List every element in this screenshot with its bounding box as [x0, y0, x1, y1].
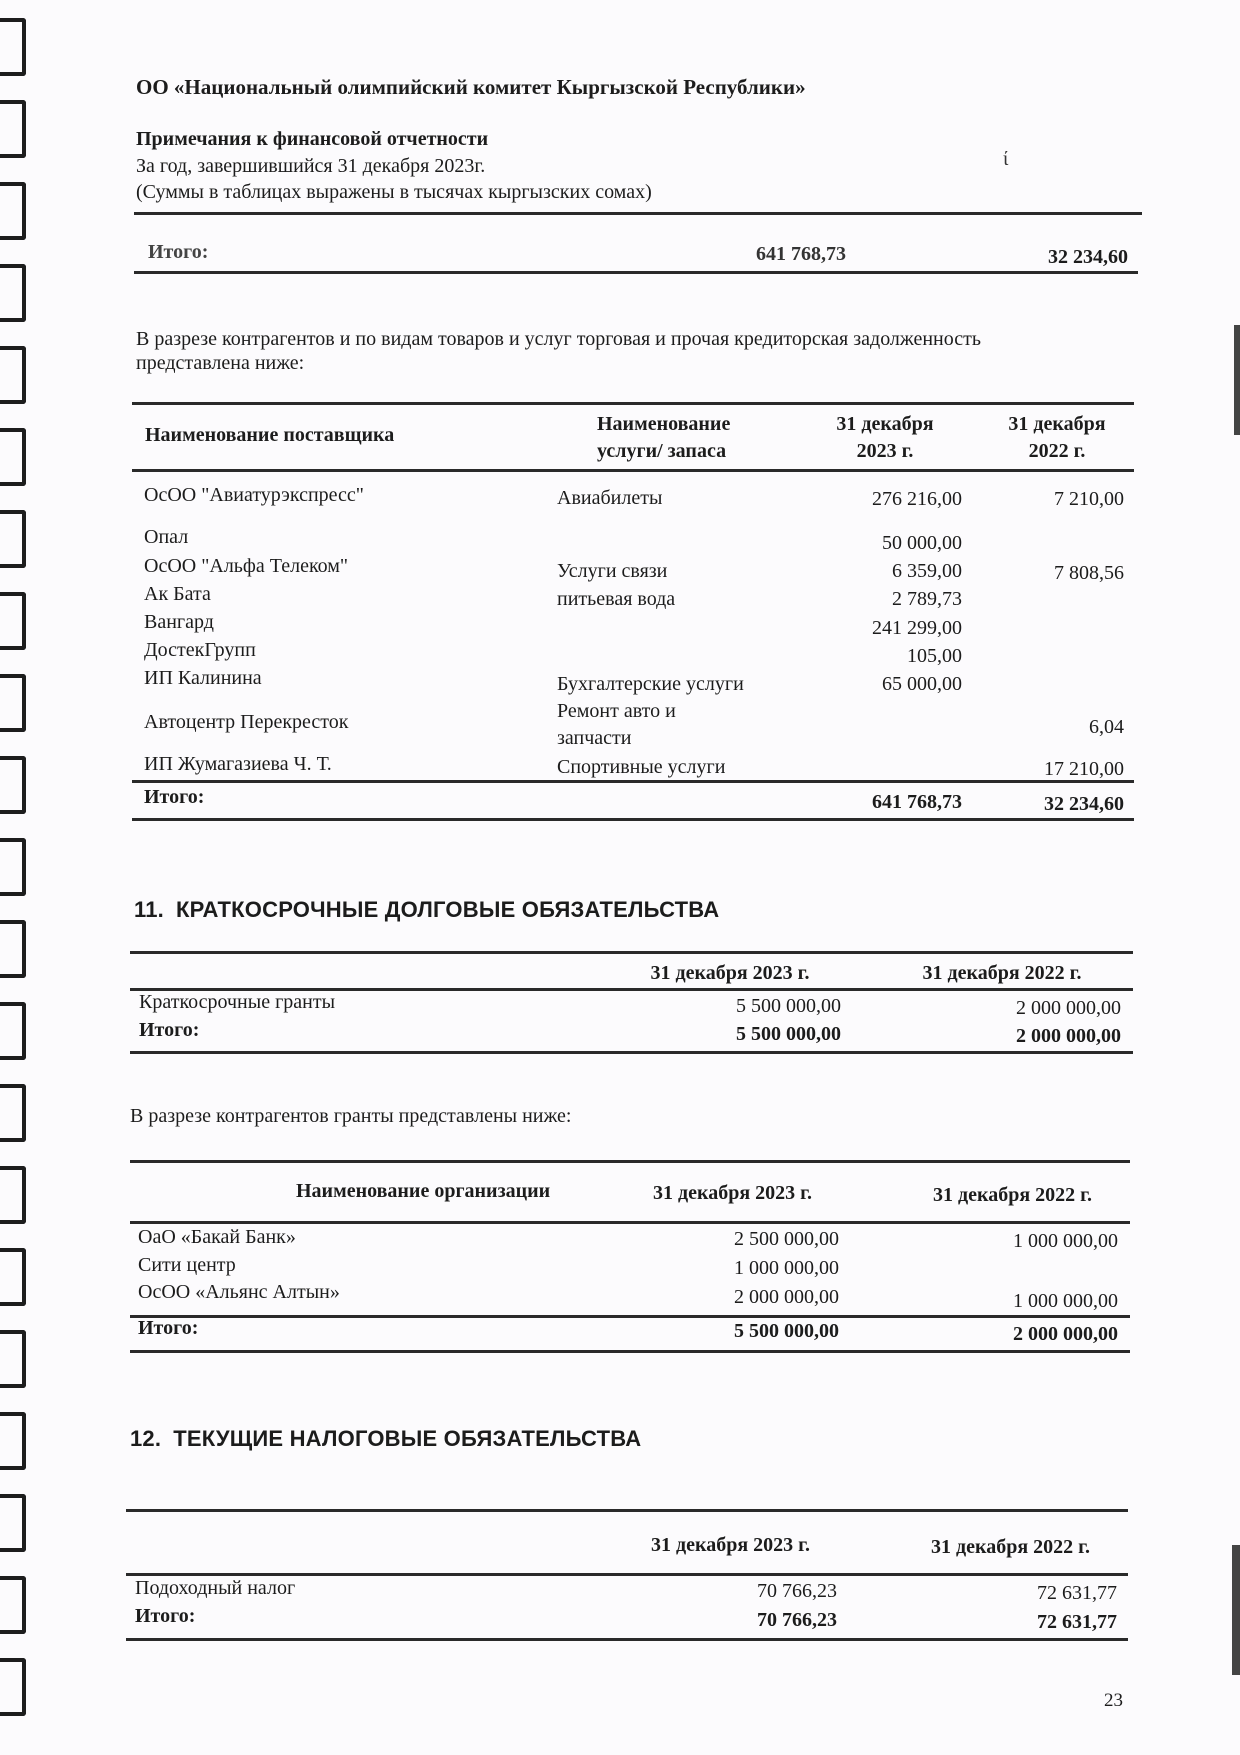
col-2022-header: 31 декабря 2022 г.	[922, 962, 1082, 984]
total-2022: 2 000 000,00	[1013, 1323, 1118, 1345]
col-2022-header: 31 декабря 2022 г.	[933, 1184, 1092, 1206]
total-2023: 70 766,23	[757, 1609, 837, 1631]
header-rule	[134, 212, 1142, 215]
col-org-header: Наименование организации	[296, 1180, 551, 1202]
value-2022: 7 210,00	[1054, 488, 1124, 510]
value-2023: 2 500 000,00	[734, 1228, 839, 1250]
top-total-2023: 641 768,73	[756, 243, 846, 265]
organization-title: ОО «Национальный олимпийский комитет Кыргызской Республики»	[136, 75, 806, 99]
supplier-name: Ак Бата	[144, 583, 211, 605]
section-number: 11.	[134, 897, 164, 922]
period-label: За год, завершившийся 31 декабря 2023г.	[136, 155, 486, 177]
section-12-title	[130, 1426, 641, 1452]
value-2023: 50 000,00	[882, 532, 962, 554]
col-service-header: Наименование	[597, 413, 731, 435]
total-label: Итого:	[144, 786, 205, 808]
service-name: питьевая вода	[557, 588, 676, 610]
total-2022: 72 631,77	[1037, 1611, 1117, 1633]
col-service-header-2: услуги/ запаса	[597, 440, 727, 462]
total-2022: 32 234,60	[1044, 793, 1124, 815]
service-name: Услуги связи	[557, 560, 668, 582]
row-label: Краткосрочные гранты	[139, 991, 336, 1013]
supplier-name: ИП Жумагазиева Ч. Т.	[144, 753, 332, 775]
col-supplier-header: Наименование поставщика	[145, 424, 395, 446]
value-2023: 105,00	[907, 645, 962, 667]
col-2023-header: 31 декабря 2023 г.	[653, 1182, 812, 1204]
value-2022: 6,04	[1089, 716, 1124, 738]
top-total-label: Итого:	[148, 241, 209, 263]
top-total-rule	[134, 271, 1138, 274]
grants-intro: В разрезе контрагентов гранты представлены ниже:	[130, 1105, 572, 1127]
supplier-name: ИП Калинина	[144, 667, 262, 689]
service-name: Спортивные услуги	[557, 756, 726, 778]
value-2023: 2 789,73	[892, 588, 962, 610]
org-name: Сити центр	[138, 1254, 236, 1276]
col-2023-header-2: 2023 г.	[856, 440, 914, 462]
col-2022-header-2: 2022 г.	[1028, 440, 1086, 462]
payables-intro-2: представлена ниже:	[136, 352, 305, 374]
org-name: ОаО «Бакай Банк»	[138, 1226, 296, 1248]
total-2022: 2 000 000,00	[1016, 1025, 1121, 1047]
total-2023: 5 500 000,00	[736, 1023, 841, 1045]
service-name-line-2: запчасти	[557, 727, 632, 749]
supplier-name: ДостекГрупп	[144, 639, 256, 661]
currency-note: (Суммы в таблицах выражены в тысячах кыргызских сомах)	[136, 181, 652, 203]
page-number: 23	[1104, 1690, 1123, 1711]
value-2022: 2 000 000,00	[1016, 997, 1121, 1019]
service-name: Бухгалтерские услуги	[557, 673, 744, 695]
total-2023: 5 500 000,00	[734, 1320, 839, 1342]
value-2022: 1 000 000,00	[1013, 1230, 1118, 1252]
value-2023: 5 500 000,00	[736, 995, 841, 1017]
value-2023: 276 216,00	[872, 488, 962, 510]
value-2023: 241 299,00	[872, 617, 962, 639]
supplier-name: ОсОО "Альфа Телеком"	[144, 555, 349, 577]
service-name: Ремонт авто и	[557, 700, 676, 722]
section-heading: КРАТКОСРОЧНЫЕ ДОЛГОВЫЕ ОБЯЗАТЕЛЬСТВА	[175, 897, 720, 922]
supplier-name: Опал	[144, 526, 189, 548]
notes-title: Примечания к финансовой отчетности	[136, 128, 489, 150]
stray-mark: ί	[1003, 148, 1009, 170]
top-total-2022: 32 234,60	[1048, 246, 1128, 268]
supplier-name: ОсОО "Авиатурэкспресс"	[144, 484, 364, 506]
col-2023-header: 31 декабря 2023 г.	[650, 962, 810, 984]
value-2022: 1 000 000,00	[1013, 1290, 1118, 1312]
total-label: Итого:	[139, 1019, 200, 1041]
value-2022: 7 808,56	[1054, 562, 1124, 584]
value-2023: 1 000 000,00	[734, 1257, 839, 1279]
supplier-name: Вангард	[144, 611, 214, 633]
value-2022: 17 210,00	[1044, 758, 1124, 780]
total-label: Итого:	[135, 1605, 196, 1627]
value-2023: 2 000 000,00	[734, 1286, 839, 1308]
org-name: ОсОО «Альянс Алтын»	[138, 1281, 340, 1303]
payables-intro: В разрезе контрагентов и по видам товаров и услуг торговая и прочая кредиторская задолженность	[136, 328, 981, 350]
value-2022: 72 631,77	[1037, 1582, 1117, 1604]
col-2022-header: 31 декабря 2022 г.	[931, 1536, 1090, 1558]
col-2023-header: 31 декабря 2023 г.	[651, 1534, 810, 1556]
value-2023: 6 359,00	[892, 560, 962, 582]
value-2023: 65 000,00	[882, 673, 962, 695]
section-heading: ТЕКУЩИЕ НАЛОГОВЫЕ ОБЯЗАТЕЛЬСТВА	[173, 1426, 642, 1451]
total-label: Итого:	[138, 1317, 199, 1339]
row-label: Подоходный налог	[135, 1577, 296, 1599]
total-2023: 641 768,73	[872, 791, 962, 813]
section-11-title	[134, 897, 719, 923]
supplier-name: Автоцентр Перекресток	[144, 711, 349, 733]
col-2022-header: 31 декабря	[1008, 413, 1106, 435]
service-name: Авиабилеты	[557, 487, 663, 509]
value-2023: 70 766,23	[757, 1580, 837, 1602]
col-2023-header: 31 декабря	[836, 413, 934, 435]
section-number: 12.	[130, 1426, 162, 1451]
